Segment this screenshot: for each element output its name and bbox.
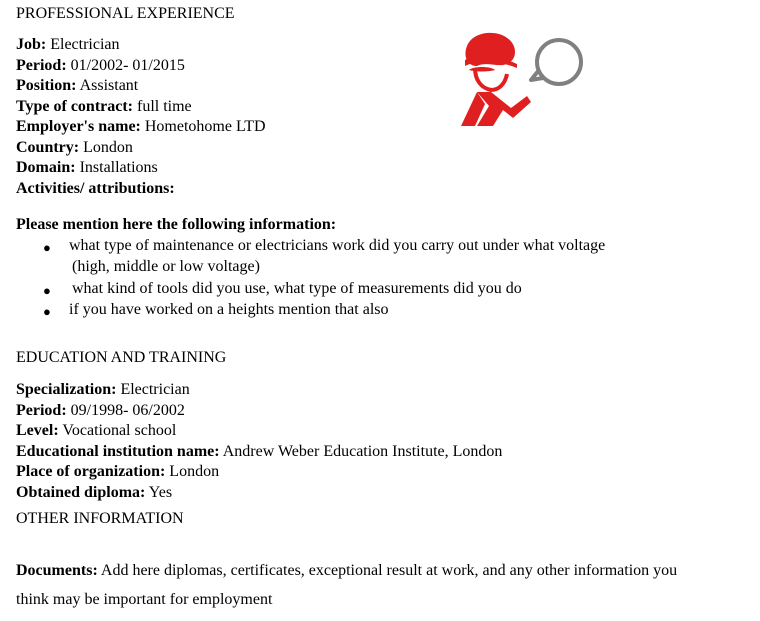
bullet-item-2: what kind of tools did you use, what type of measurements did you do [72,280,522,297]
field-label: Employer's name: [16,118,141,135]
field-institution [16,442,502,463]
field-value: Yes [145,483,173,501]
field-value: London [165,463,220,480]
documents-line [16,562,677,580]
bullet-marker: ● [43,240,51,255]
field-value: Installations [75,159,158,176]
documents-text: Add here diplomas, certificates, exceptional result at work, and any other information you [97,562,678,579]
field-label: Country: [16,138,80,156]
field-period [16,56,266,77]
experience-heading: PROFESSIONAL EXPERIENCE [16,5,235,22]
field-period [16,401,502,422]
field-label: Domain: [16,159,76,176]
field-value: full time [133,97,192,115]
field-label: Type of contract: [16,97,133,115]
field-label: Specialization: [16,381,117,398]
field-value: London [79,138,133,156]
field-label: Activities/ attributions: [16,179,175,197]
field-value: Electrician [116,381,190,398]
documents-label: Documents: [16,562,98,579]
experience-fields [16,35,266,199]
field-country [16,138,266,159]
field-label: Educational institution name: [16,442,220,460]
field-value: Andrew Weber Education Institute, London [219,442,503,460]
other-heading: OTHER INFORMATION [16,510,184,527]
field-activities [16,179,266,200]
field-label: Period: [16,56,67,74]
field-label: Period: [16,401,67,419]
field-specialization [16,380,502,401]
field-place [16,462,502,483]
field-position [16,76,266,97]
field-employer [16,117,266,138]
bullet-item-3: if you have worked on a heights mention that also [69,301,389,318]
field-label: Obtained diploma: [16,483,146,501]
field-label: Level: [16,422,59,439]
field-level [16,421,502,442]
bullet-item-1-cont: (high, middle or low voltage) [72,258,260,275]
field-value: 09/1998- 06/2002 [66,401,185,419]
field-contract [16,97,266,118]
bullet-marker: ● [43,304,51,319]
bullet-item-1: what type of maintenance or electricians work did you carry out under what voltage [69,237,606,254]
education-heading: EDUCATION AND TRAINING [16,349,227,366]
field-domain [16,158,266,179]
field-value: 01/2002- 01/2015 [66,56,185,74]
field-value: Hometohome LTD [140,118,266,135]
field-label: Position: [16,77,77,94]
documents-line-2: think may be important for employment [16,591,273,608]
education-fields [16,380,502,503]
field-value: Assistant [76,77,139,94]
field-diploma [16,483,502,504]
field-label: Job: [16,36,47,53]
mention-title: Please mention here the following information: [16,216,337,233]
field-value: Electrician [46,36,120,53]
field-label: Place of organization: [16,463,166,480]
bullet-marker: ● [43,283,51,298]
field-value: Vocational school [58,422,177,439]
electrician-logo-icon [455,26,587,136]
field-job [16,35,266,56]
